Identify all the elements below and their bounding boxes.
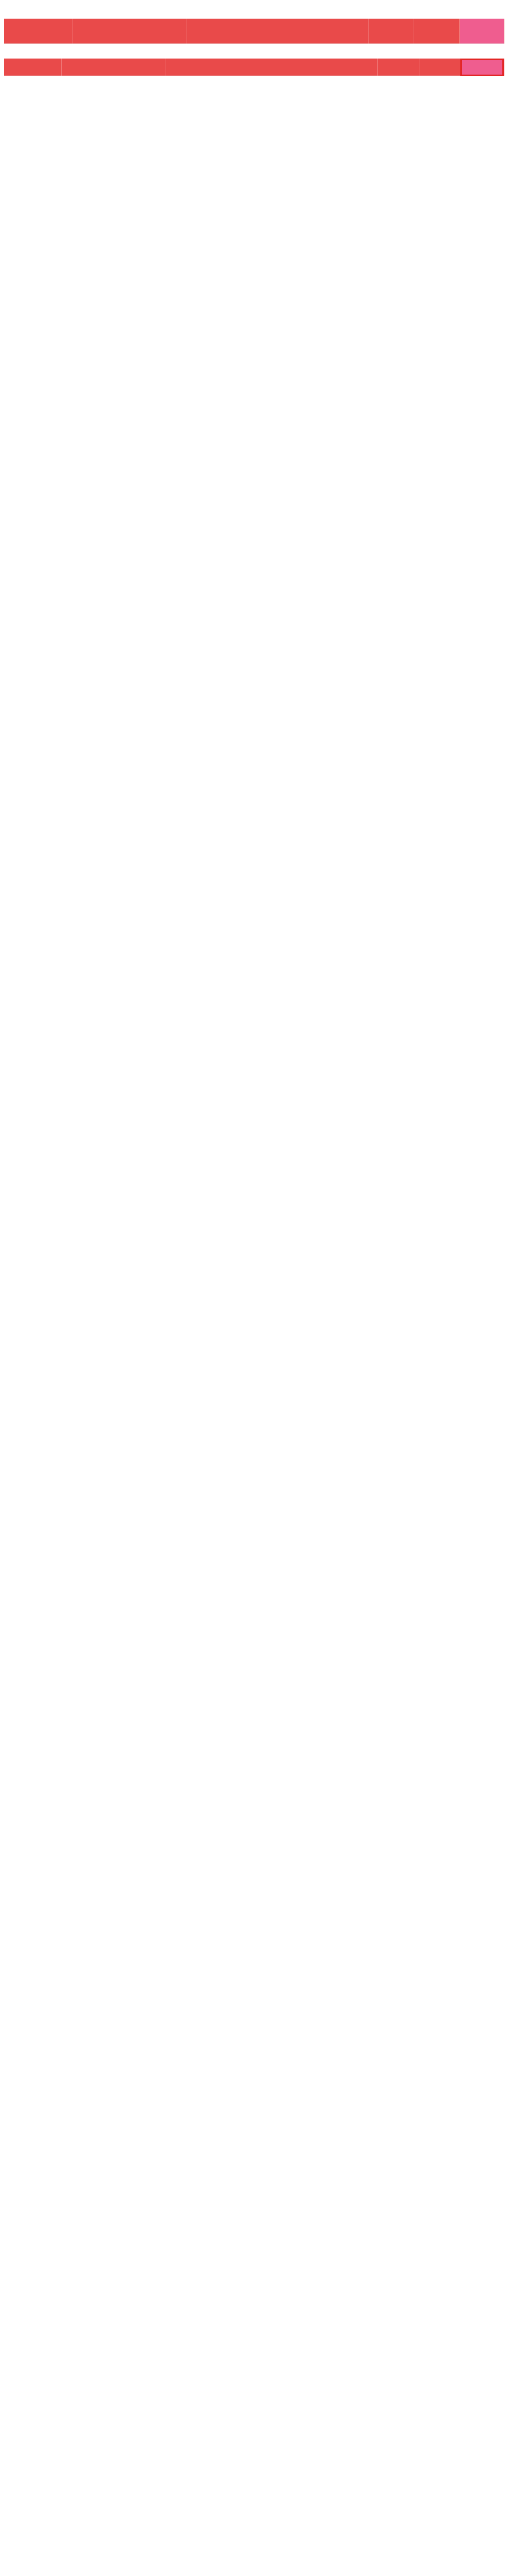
package-table-header — [4, 19, 504, 44]
basic-items-wrap — [4, 59, 504, 77]
b-col-item — [61, 59, 165, 76]
basic-items-table — [4, 59, 504, 77]
package-table — [4, 19, 504, 44]
col-pkg-b — [414, 19, 459, 44]
col-items — [73, 19, 187, 44]
b-col-related — [165, 59, 377, 76]
b-col-male — [419, 59, 460, 76]
b-col-common — [377, 59, 419, 76]
col-pkg-c — [459, 19, 504, 44]
col-related — [187, 19, 368, 44]
col-group — [4, 19, 73, 44]
b-col-female — [460, 59, 504, 76]
col-pkg-a — [368, 19, 414, 44]
basic-items-header — [4, 59, 504, 76]
b-col-group — [4, 59, 61, 76]
legend — [4, 0, 504, 19]
